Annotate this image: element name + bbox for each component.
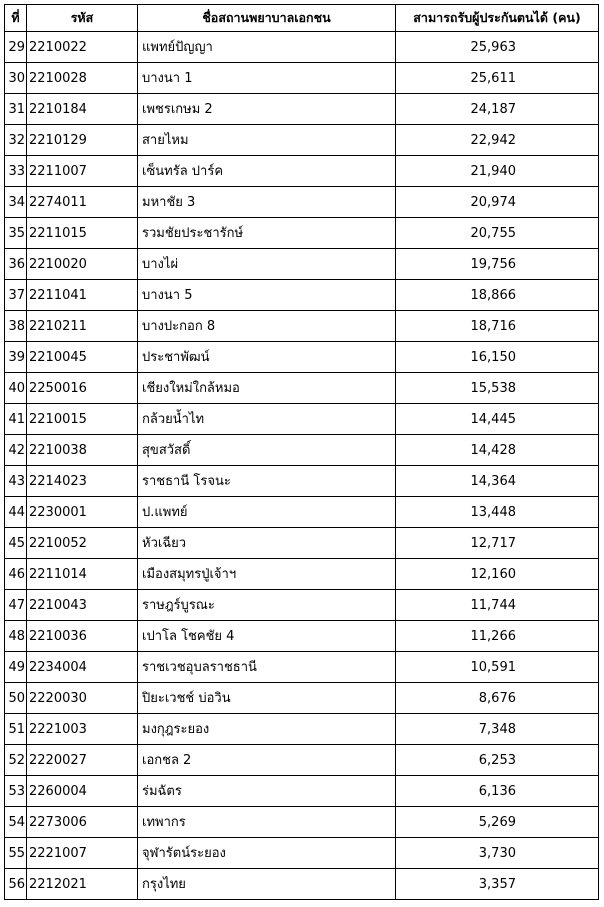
row-number: 32 — [5, 125, 27, 156]
row-code: 2210184 — [27, 94, 138, 125]
row-number: 55 — [5, 838, 27, 869]
row-code: 2210015 — [27, 404, 138, 435]
row-number: 49 — [5, 652, 27, 683]
row-number: 52 — [5, 745, 27, 776]
row-code: 2234004 — [27, 652, 138, 683]
row-hospital-name: แพทย์ปัญญา — [138, 32, 396, 63]
table-row — [5, 218, 599, 249]
table-row — [5, 683, 599, 714]
row-capacity: 7,348 — [396, 714, 599, 745]
row-code: 2274011 — [27, 187, 138, 218]
header-row — [5, 5, 599, 32]
row-hospital-name: มหาชัย 3 — [138, 187, 396, 218]
row-capacity: 11,744 — [396, 590, 599, 621]
header-capacity: สามารถรับผู้ประกันตนได้ (คน) — [396, 5, 599, 32]
row-capacity: 3,357 — [396, 869, 599, 900]
row-capacity: 11,266 — [396, 621, 599, 652]
table-row — [5, 94, 599, 125]
row-number: 30 — [5, 63, 27, 94]
row-capacity: 25,963 — [396, 32, 599, 63]
row-code: 2210038 — [27, 435, 138, 466]
row-capacity: 12,160 — [396, 559, 599, 590]
row-hospital-name: ปิยะเวชช์ บ่อวิน — [138, 683, 396, 714]
row-capacity: 8,676 — [396, 683, 599, 714]
row-number: 50 — [5, 683, 27, 714]
row-hospital-name: กรุงไทย — [138, 869, 396, 900]
row-code: 2210211 — [27, 311, 138, 342]
row-code: 2210020 — [27, 249, 138, 280]
table-row — [5, 497, 599, 528]
row-code: 2210043 — [27, 590, 138, 621]
header-name: ชื่อสถานพยาบาลเอกชน — [138, 5, 396, 32]
table-row — [5, 869, 599, 900]
row-capacity: 24,187 — [396, 94, 599, 125]
row-number: 43 — [5, 466, 27, 497]
table-row — [5, 249, 599, 280]
row-number: 41 — [5, 404, 27, 435]
row-capacity: 20,755 — [396, 218, 599, 249]
row-hospital-name: สายไหม — [138, 125, 396, 156]
row-number: 29 — [5, 32, 27, 63]
row-code: 2210045 — [27, 342, 138, 373]
row-hospital-name: จุฬารัตน์ระยอง — [138, 838, 396, 869]
row-code: 2211014 — [27, 559, 138, 590]
table-row — [5, 745, 599, 776]
row-capacity: 12,717 — [396, 528, 599, 559]
row-capacity: 14,445 — [396, 404, 599, 435]
row-number: 48 — [5, 621, 27, 652]
table-row — [5, 280, 599, 311]
table-row — [5, 621, 599, 652]
row-hospital-name: บางนา 5 — [138, 280, 396, 311]
table-row — [5, 187, 599, 218]
row-capacity: 10,591 — [396, 652, 599, 683]
row-hospital-name: เมืองสมุทรปู่เจ้าฯ — [138, 559, 396, 590]
row-hospital-name: ป.แพทย์ — [138, 497, 396, 528]
row-hospital-name: เอกชล 2 — [138, 745, 396, 776]
row-number: 42 — [5, 435, 27, 466]
row-code: 2250016 — [27, 373, 138, 404]
row-hospital-name: บางปะกอก 8 — [138, 311, 396, 342]
header-code: รหัส — [27, 5, 138, 32]
row-number: 36 — [5, 249, 27, 280]
row-code: 2210129 — [27, 125, 138, 156]
row-hospital-name: ราษฎร์บูรณะ — [138, 590, 396, 621]
row-number: 46 — [5, 559, 27, 590]
row-code: 2210052 — [27, 528, 138, 559]
row-hospital-name: กล้วยน้ำไท — [138, 404, 396, 435]
row-hospital-name: มงกุฎระยอง — [138, 714, 396, 745]
table-row — [5, 32, 599, 63]
row-hospital-name: เปาโล โชคชัย 4 — [138, 621, 396, 652]
table-row — [5, 838, 599, 869]
row-number: 35 — [5, 218, 27, 249]
row-code: 2211007 — [27, 156, 138, 187]
row-hospital-name: บางนา 1 — [138, 63, 396, 94]
row-capacity: 14,428 — [396, 435, 599, 466]
table-body — [5, 32, 599, 900]
row-capacity: 13,448 — [396, 497, 599, 528]
row-hospital-name: ร่มฉัตร — [138, 776, 396, 807]
row-capacity: 6,253 — [396, 745, 599, 776]
hospital-table — [4, 4, 599, 900]
table-row — [5, 63, 599, 94]
row-hospital-name: ประชาพัฒน์ — [138, 342, 396, 373]
row-capacity: 16,150 — [396, 342, 599, 373]
row-capacity: 6,136 — [396, 776, 599, 807]
header-num: ที่ — [5, 5, 27, 32]
row-number: 47 — [5, 590, 27, 621]
table-row — [5, 435, 599, 466]
row-number: 38 — [5, 311, 27, 342]
row-code: 2210022 — [27, 32, 138, 63]
row-code: 2212021 — [27, 869, 138, 900]
row-capacity: 3,730 — [396, 838, 599, 869]
row-code: 2210036 — [27, 621, 138, 652]
table-row — [5, 342, 599, 373]
row-hospital-name: เทพากร — [138, 807, 396, 838]
row-capacity: 21,940 — [396, 156, 599, 187]
row-code: 2221007 — [27, 838, 138, 869]
row-capacity: 20,974 — [396, 187, 599, 218]
row-hospital-name: ราชเวชอุบลราชธานี — [138, 652, 396, 683]
row-number: 53 — [5, 776, 27, 807]
row-code: 2210028 — [27, 63, 138, 94]
row-hospital-name: เพชรเกษม 2 — [138, 94, 396, 125]
table-row — [5, 311, 599, 342]
table-row — [5, 652, 599, 683]
row-capacity: 5,269 — [396, 807, 599, 838]
table-row — [5, 466, 599, 497]
row-hospital-name: บางไผ่ — [138, 249, 396, 280]
row-code: 2221003 — [27, 714, 138, 745]
row-number: 54 — [5, 807, 27, 838]
row-number: 39 — [5, 342, 27, 373]
table-row — [5, 156, 599, 187]
row-code: 2220027 — [27, 745, 138, 776]
table-row — [5, 776, 599, 807]
row-code: 2273006 — [27, 807, 138, 838]
table-row — [5, 373, 599, 404]
row-capacity: 19,756 — [396, 249, 599, 280]
row-capacity: 15,538 — [396, 373, 599, 404]
row-number: 40 — [5, 373, 27, 404]
row-number: 44 — [5, 497, 27, 528]
row-hospital-name: ราชธานี โรจนะ — [138, 466, 396, 497]
row-hospital-name: เซ็นทรัล ปาร์ค — [138, 156, 396, 187]
row-number: 31 — [5, 94, 27, 125]
table-row — [5, 125, 599, 156]
table-row — [5, 404, 599, 435]
row-number: 37 — [5, 280, 27, 311]
row-number: 56 — [5, 869, 27, 900]
row-hospital-name: รวมชัยประชารักษ์ — [138, 218, 396, 249]
row-hospital-name: หัวเฉียว — [138, 528, 396, 559]
row-number: 33 — [5, 156, 27, 187]
row-number: 45 — [5, 528, 27, 559]
row-capacity: 25,611 — [396, 63, 599, 94]
row-capacity: 18,716 — [396, 311, 599, 342]
row-capacity: 18,866 — [396, 280, 599, 311]
table-row — [5, 714, 599, 745]
row-hospital-name: เชียงใหม่ใกล้หมอ — [138, 373, 396, 404]
row-capacity: 22,942 — [396, 125, 599, 156]
table-row — [5, 807, 599, 838]
table-row — [5, 590, 599, 621]
row-number: 34 — [5, 187, 27, 218]
row-code: 2211041 — [27, 280, 138, 311]
row-code: 2230001 — [27, 497, 138, 528]
row-capacity: 14,364 — [396, 466, 599, 497]
row-code: 2211015 — [27, 218, 138, 249]
row-code: 2220030 — [27, 683, 138, 714]
row-code: 2214023 — [27, 466, 138, 497]
table-row — [5, 559, 599, 590]
row-code: 2260004 — [27, 776, 138, 807]
table-row — [5, 528, 599, 559]
row-hospital-name: สุขสวัสดิ์ — [138, 435, 396, 466]
row-number: 51 — [5, 714, 27, 745]
